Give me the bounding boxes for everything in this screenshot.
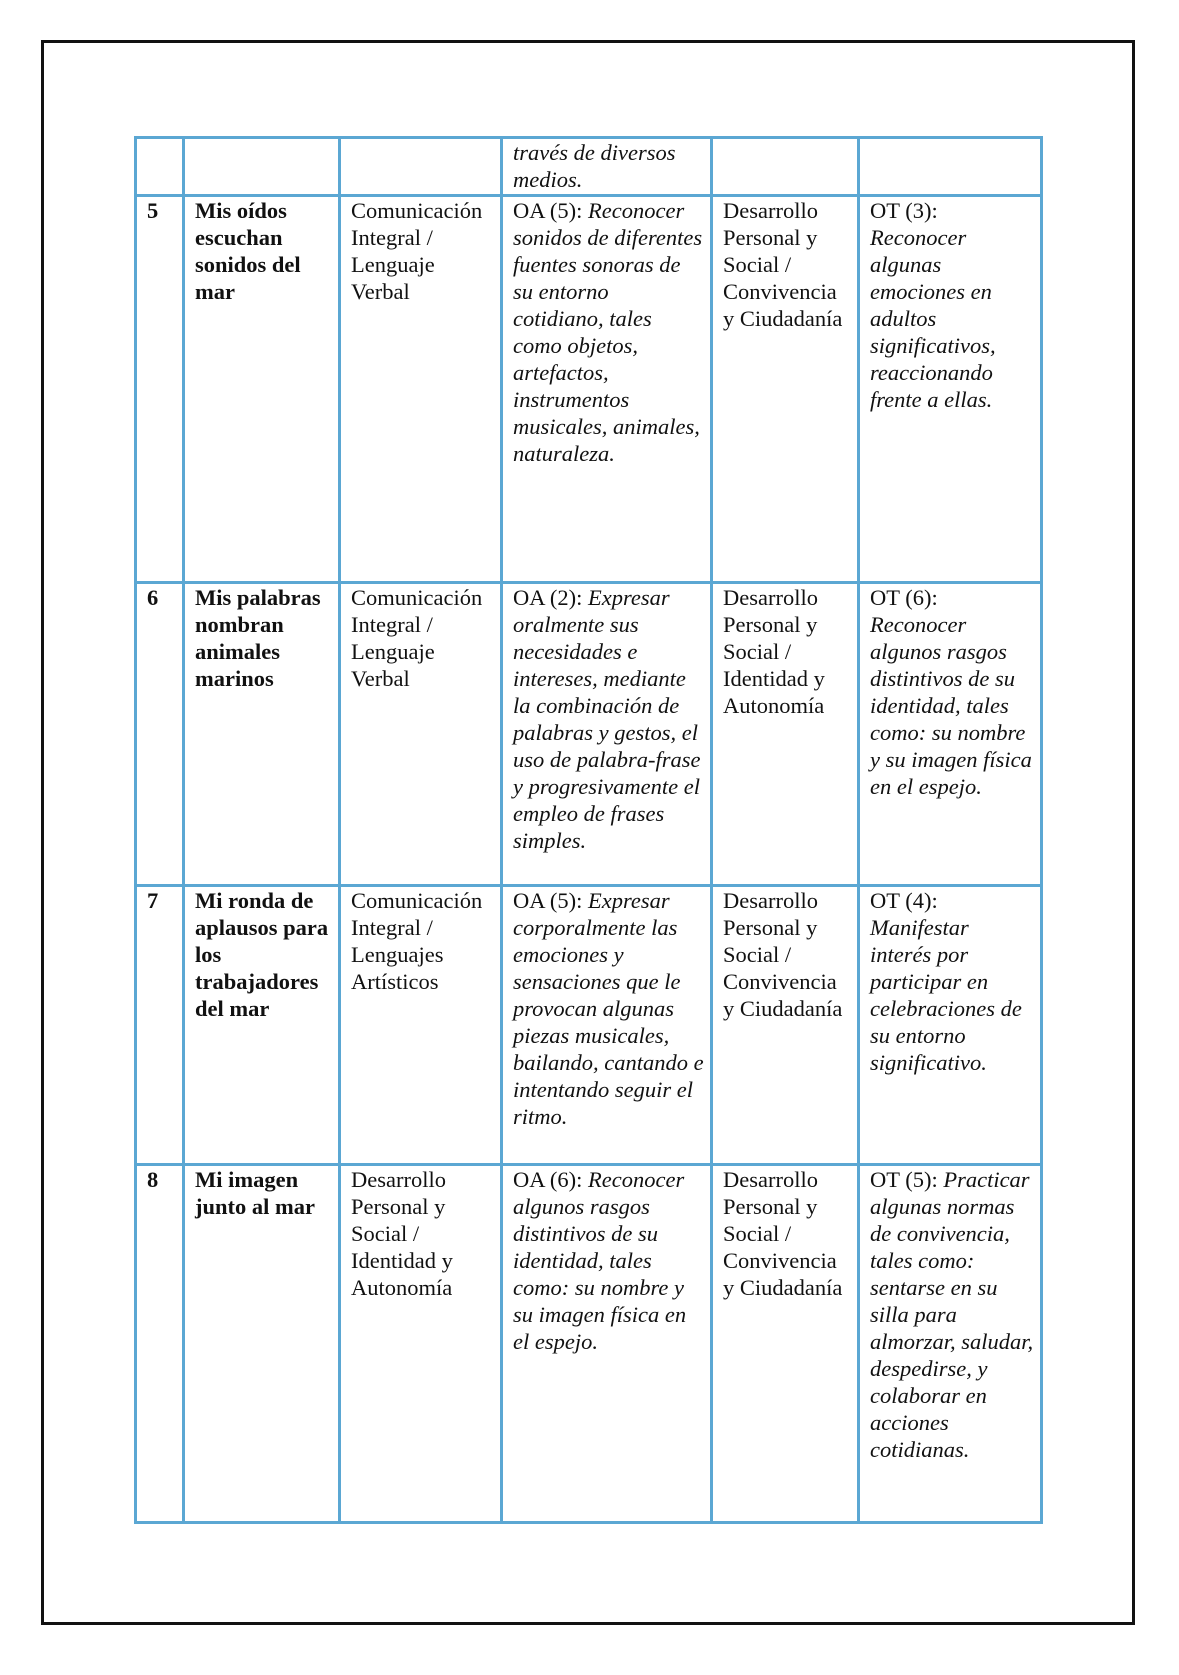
- objective-text: Reconocer sonidos de diferentes fuentes sonoras de su entorno cotidiano, tales como objetos, artefactos, instrumentos musicales, animales, naturaleza.: [513, 198, 703, 466]
- learning-objective: [502, 138, 712, 196]
- activity-title: Mi ronda de aplausos para los trabajadores del mar: [184, 886, 340, 1165]
- objective-code: OA (5):: [513, 198, 588, 223]
- learning-objective: [502, 196, 712, 583]
- table-row: [136, 1165, 1042, 1523]
- objective-code: OT (3):: [870, 198, 938, 223]
- activity-title: Mis oídos escuchan sonidos del mar: [184, 196, 340, 583]
- activity-title: Mi imagen junto al mar: [184, 1165, 340, 1523]
- objective-code: OA (5):: [513, 888, 588, 913]
- planning-table: [134, 136, 1043, 1524]
- objective-text: Expresar oralmente sus necesidades e intereses, mediante la combinación de palabras y gestos, el uso de palabra-frase y progresivamente el empleo de frases simples.: [513, 585, 701, 853]
- activity-number: 7: [136, 886, 184, 1165]
- objective-text: Reconocer algunos rasgos distintivos de su identidad, tales como: su nombre y su imagen física en el espejo.: [870, 612, 1032, 799]
- core-area: Comunicación Integral / Lenguaje Verbal: [340, 196, 502, 583]
- learning-objective: [502, 886, 712, 1165]
- objective-text: Expresar corporalmente las emociones y sensaciones que le provocan algunas piezas musicales, bailando, cantando e intentando seguir el ritmo.: [513, 888, 704, 1129]
- transversal-objective: [859, 583, 1042, 886]
- objective-text: través de diversos medios.: [513, 140, 676, 192]
- activity-title: [184, 138, 340, 196]
- table-row: [136, 583, 1042, 886]
- objective-text: Reconocer algunos rasgos distintivos de su identidad, tales como: su nombre y su imagen física en el espejo.: [513, 1167, 687, 1354]
- transversal-objective: [859, 886, 1042, 1165]
- transversal-area: Desarrollo Personal y Social / Convivencia y Ciudadanía: [712, 1165, 859, 1523]
- objective-code: OA (2):: [513, 585, 588, 610]
- transversal-objective: [859, 138, 1042, 196]
- transversal-area: Desarrollo Personal y Social / Convivencia y Ciudadanía: [712, 196, 859, 583]
- activity-number: 6: [136, 583, 184, 886]
- transversal-area: [712, 138, 859, 196]
- objective-text: Practicar algunas normas de convivencia, tales como: sentarse en su silla para almorzar, saludar, despedirse, y colaborar en acciones cotidianas.: [870, 1167, 1034, 1462]
- objective-text: Reconocer algunas emociones en adultos significativos, reaccionando frente a ellas.: [870, 225, 996, 412]
- learning-objective: [502, 583, 712, 886]
- learning-objective: [502, 1165, 712, 1523]
- table-row: [136, 196, 1042, 583]
- core-area: Desarrollo Personal y Social / Identidad y Autonomía: [340, 1165, 502, 1523]
- core-area: Comunicación Integral / Lenguajes Artísticos: [340, 886, 502, 1165]
- table-row: [136, 886, 1042, 1165]
- activity-number: 8: [136, 1165, 184, 1523]
- activity-number: [136, 138, 184, 196]
- activity-number: 5: [136, 196, 184, 583]
- transversal-objective: [859, 196, 1042, 583]
- objective-code: OT (6):: [870, 585, 938, 610]
- transversal-area: Desarrollo Personal y Social / Identidad y Autonomía: [712, 583, 859, 886]
- objective-code: OA (6):: [513, 1167, 588, 1192]
- transversal-objective: [859, 1165, 1042, 1523]
- activity-title: Mis palabras nombran animales marinos: [184, 583, 340, 886]
- objective-code: OT (5):: [870, 1167, 944, 1192]
- table-row: [136, 138, 1042, 196]
- objective-text: Manifestar interés por participar en celebraciones de su entorno significativo.: [870, 915, 1022, 1075]
- core-area: Comunicación Integral / Lenguaje Verbal: [340, 583, 502, 886]
- transversal-area: Desarrollo Personal y Social / Convivencia y Ciudadanía: [712, 886, 859, 1165]
- objective-code: OT (4):: [870, 888, 938, 913]
- core-area: [340, 138, 502, 196]
